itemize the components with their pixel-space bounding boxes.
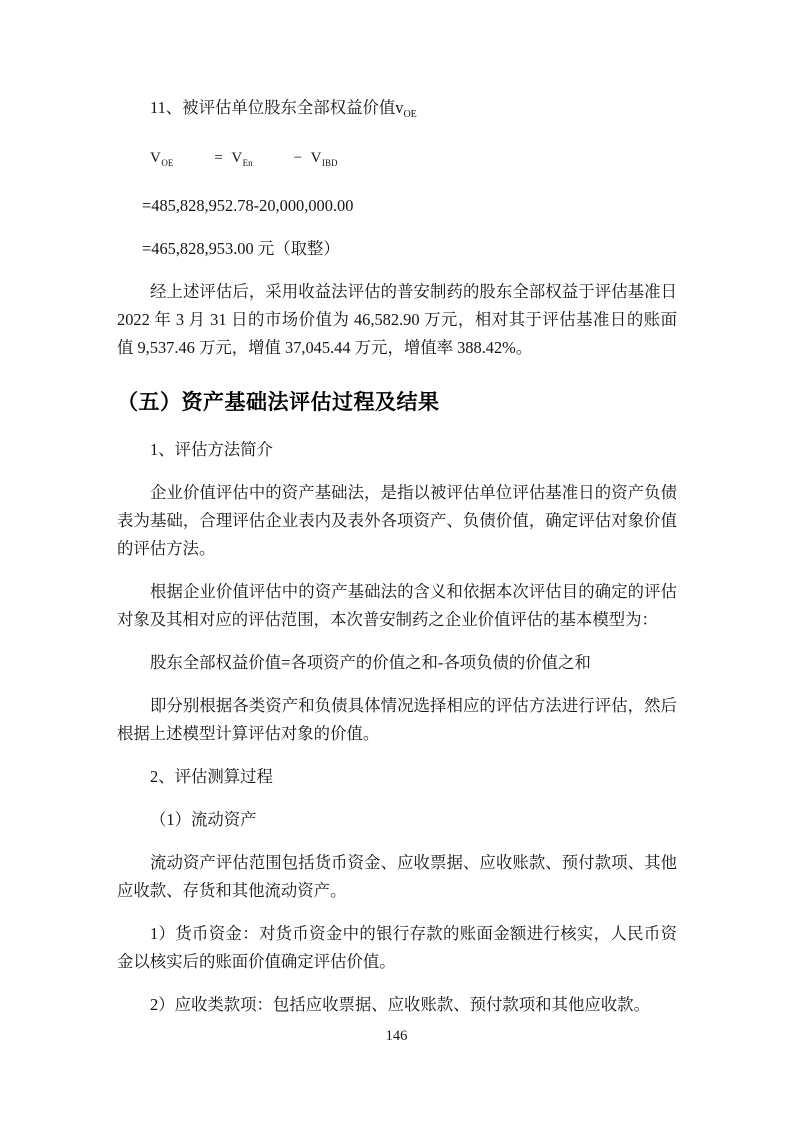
equity-value-formula	[117, 144, 677, 177]
model-basis-paragraph: 根据企业价值评估中的资产基础法的含义和依据本次评估目的确定的评估对象及其相对应的评估范围，本次普安制药之企业价值评估的基本模型为：	[117, 582, 677, 629]
page-content	[117, 0, 677, 1034]
current-assets-scope-paragraph: 流动资产评估范围包括货币资金、应收票据、应收账款、预付款项、其他应收款、存货和其他流动资产。	[117, 853, 677, 900]
formula-sub-en: En	[242, 158, 253, 168]
receivables-paragraph: 2）应收类款项：包括应收票据、应收账款、预付款项和其他应收款。	[150, 995, 650, 1014]
formula-sub-oe: OE	[161, 158, 174, 168]
formula-term-voe: V	[150, 150, 162, 166]
income-approach-result-paragraph: 经上述评估后，采用收益法评估的普安制药的股东全部权益于评估基准日 2022 年 3 月 31 日的市场价值为 46,582.90 万元，相对其于评估基准日的账面值 9,537.46 万元，增值 37,045.44 万元，增值率 388.42%。	[117, 282, 677, 357]
formula-sub-ibd: IBD	[321, 158, 338, 168]
section-heading-asset-based-approach: （五）资产基础法评估过程及结果	[117, 391, 440, 414]
basic-model-formula: 股东全部权益价值=各项资产的价值之和-各项负债的价值之和	[150, 653, 591, 672]
method-intro-paragraph: 企业价值评估中的资产基础法，是指以被评估单位评估基准日的资产负债表为基础，合理评估企业表内及表外各项资产、负债价值，确定评估对象价值的评估方法。	[117, 483, 677, 558]
item11-title-text: 11、被评估单位股东全部权益价值v	[150, 98, 404, 117]
sub-heading-evaluation-process: 2、评估测算过程	[150, 767, 273, 786]
monetary-funds-paragraph: 1）货币资金：对货币资金中的银行存款的账面金额进行核实，人民币资金以核实后的账面价值确定评估价值。	[117, 924, 677, 971]
formula-term-ven: V	[231, 150, 243, 166]
sub-heading-current-assets: （1）流动资产	[150, 810, 257, 829]
page-number: 146	[385, 1028, 408, 1044]
formula-equals-sign: =	[214, 150, 224, 166]
formula-minus-sign: −	[293, 150, 303, 166]
formula-term-vibd: V	[310, 150, 322, 166]
item11-title	[117, 94, 677, 129]
item11-title-subscript: OE	[403, 109, 417, 120]
calculation-line-1: =485,828,952.78-20,000,000.00	[142, 196, 354, 215]
sub-heading-method-intro: 1、评估方法简介	[150, 440, 273, 459]
model-apply-paragraph: 即分别根据各类资产和负债具体情况选择相应的评估方法进行评估，然后根据上述模型计算评估对象的价值。	[117, 696, 677, 743]
calculation-line-2: =465,828,953.00 元（取整）	[142, 239, 340, 258]
